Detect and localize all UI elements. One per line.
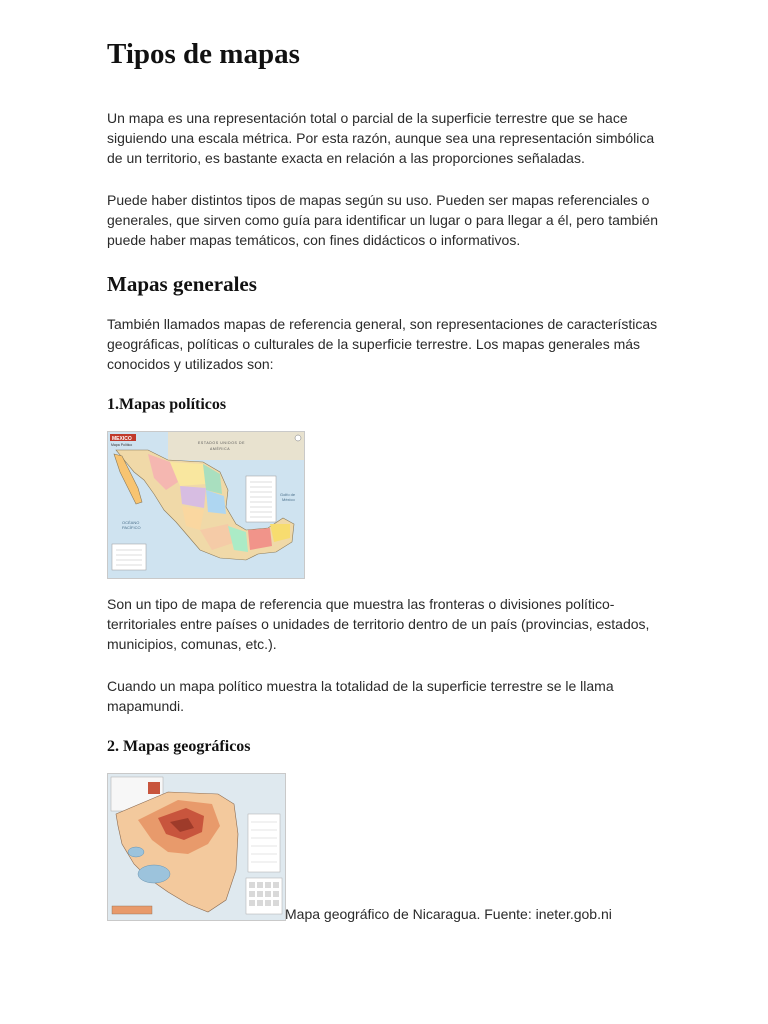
map-gulf-label-2: México bbox=[282, 497, 295, 502]
subsection-heading-geographic: 2. Mapas geográficos bbox=[107, 738, 251, 755]
geographic-map-caption: Mapa geográfico de Nicaragua. Fuente: ineter.gob.ni bbox=[285, 906, 612, 922]
section-heading: Mapas generales bbox=[107, 272, 257, 296]
map-subtitle-label: Mapa Político bbox=[111, 443, 133, 447]
map-top-label-2: AMÉRICA bbox=[210, 447, 231, 451]
section-paragraph: También llamados mapas de referencia general, son representaciones de características geográficas, políticas o culturales de la superficie terrestre. Los mapas generales más conocidos y utilizados son: bbox=[107, 316, 658, 372]
intro-paragraph-1: Un mapa es una representación total o parcial de la superficie terrestre que se hace siguiendo una escala métrica. Por esta razón, aunque sea una representación simbólica de un territorio, es bastante exacta en relación a las proporciones señaladas. bbox=[107, 110, 655, 166]
geographic-map-image bbox=[107, 773, 286, 921]
mexico-political-map bbox=[108, 432, 304, 578]
political-paragraph-2: Cuando un mapa político muestra la totalidad de la superficie terrestre se le llama mapamundi. bbox=[107, 678, 614, 714]
intro-paragraph-2: Puede haber distintos tipos de mapas según su uso. Pueden ser mapas referenciales o generales, que sirven como guía para identificar un lugar o para llegar a él, pero también puede haber mapas temáticos, con fines didácticos o informativos. bbox=[107, 192, 658, 248]
map-ocean-label-2: PACÍFICO bbox=[122, 525, 141, 530]
nicaragua-geographic-map bbox=[108, 774, 285, 920]
map-ocean-label-1: OCÉANO bbox=[122, 520, 140, 525]
map-title-label: MEXICO bbox=[112, 436, 132, 442]
political-paragraph-1: Son un tipo de mapa de referencia que muestra las fronteras o divisiones político-territoriales entre países o unidades de territorio dentro de un país (provincias, estados, municipios, comunas, etc.). bbox=[107, 596, 650, 652]
page-title: Tipos de mapas bbox=[107, 38, 300, 70]
political-map-image bbox=[107, 431, 305, 579]
map-top-label-1: ESTADOS UNIDOS DE bbox=[198, 441, 246, 445]
subsection-heading-political: 1.Mapas políticos bbox=[107, 396, 227, 413]
map-gulf-label-1: Golfo de bbox=[280, 492, 296, 497]
